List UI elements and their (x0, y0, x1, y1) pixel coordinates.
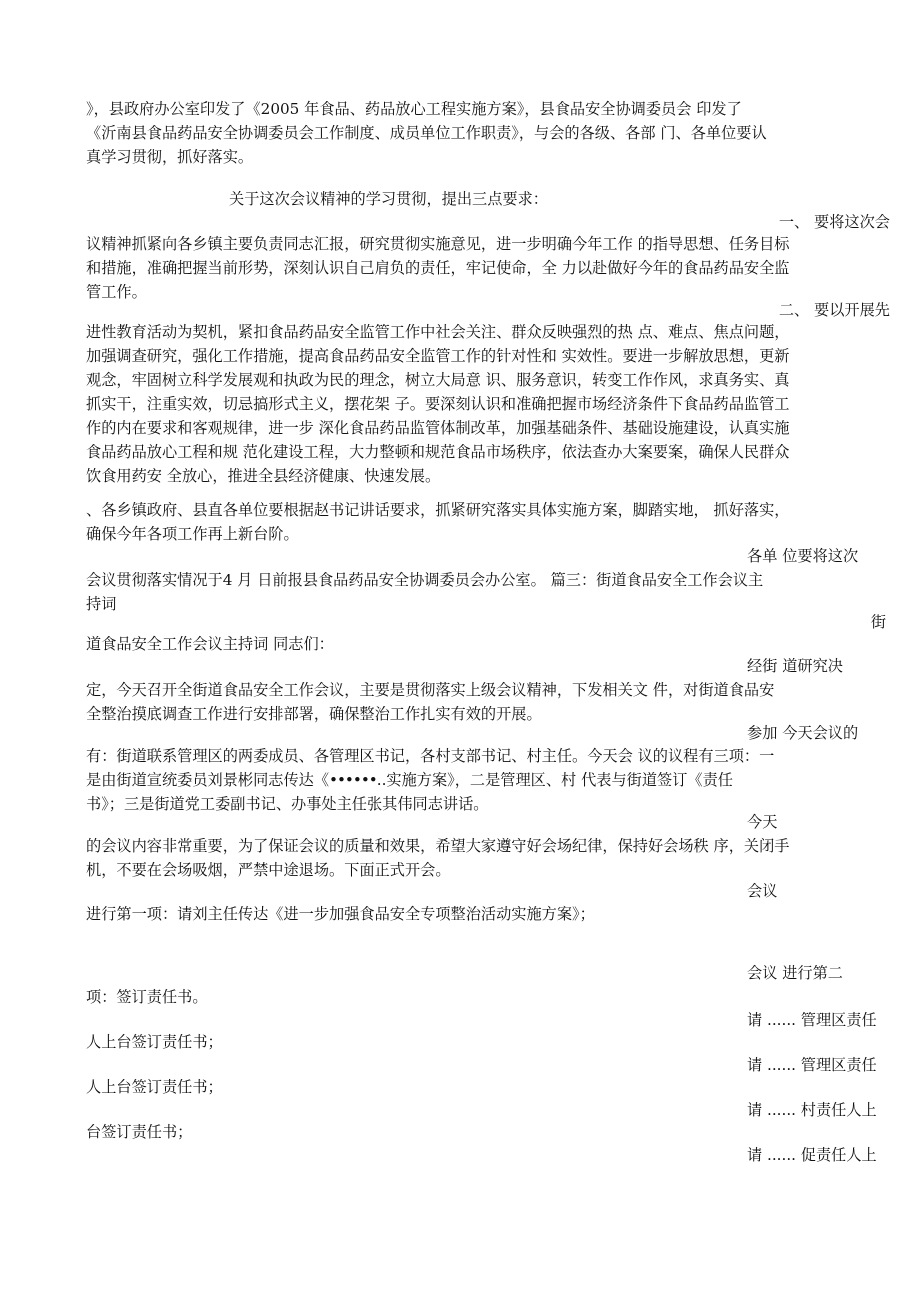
text-line: 进性教育活动为契机，紧扣食品药品安全监管工作中社会关注、群众反映强烈的热 点、难点、焦点问题， (86, 323, 790, 341)
paragraph-lead: 今天 (747, 813, 778, 831)
section-intro: 关于这次会议精神的学习贯彻，提出三点要求： (229, 190, 548, 208)
text-line: 《沂南县食品药品安全协调委员会工作制度、成员单位工作职责》，与会的各级、各部 门、各单位要认 (86, 124, 767, 142)
text-line: 食品药品放心工程和规 范化建设工程，大力整顿和规范食品市场秩序，依法查办大案要案，确保人民群众 (86, 443, 790, 461)
text-line: 确保今年各项工作再上新台阶。 (86, 525, 299, 543)
part3-title-lead: 街 (870, 613, 886, 631)
text-line: 道食品安全工作会议主持词 同志们： (86, 635, 334, 653)
paragraph-lead: 经街 道研究决 (747, 657, 843, 675)
text-line: 议精神抓紧向各乡镇主要负责同志汇报，研究贯彻实施意见，进一步明确今年工作 的指导思想、任务目标 (86, 235, 790, 253)
ellipsis-dots: •••••• (329, 771, 377, 789)
requirement-2-lead: 二、 要以开展先 (778, 301, 890, 319)
text-line: 全整治摸底调查工作进行安排部署，确保整治工作扎实有效的开展。 (86, 705, 542, 723)
text-line: 会议贯彻落实情况于4 月 日前报县食品药品安全协调委员会办公室。 篇三：街道食品安全工作会议主 (86, 571, 764, 589)
text-line: 人上台签订责任书； (86, 1033, 223, 1051)
text-line: 饮食用药安 全放心，推进全县经济健康、快速发展。 (86, 467, 441, 485)
text-line: 加强调查研究，强化工作措施，提高食品药品安全监管工作的针对性和 实效性。要进一步解放思想，更新 (86, 347, 790, 365)
agenda-item-lead: 会议 进行第二 (747, 964, 843, 982)
text-line: 作的内在要求和客观规律，进一步 深化食品药品监管体制改革，加强基础条件、基础设施建设，认真实施 (86, 419, 790, 437)
text-line: 进行第一项：请刘主任传达《进一步加强食品安全专项整治活动实施方案》； (86, 905, 595, 923)
text-line: 抓实干，注重实效，切忌搞形式主义，摆花架 子。要深刻认识和准确把握市场经济条件下食品药品监管工 (86, 395, 790, 413)
signing-lead: 请 ...... 管理区责任 (747, 1011, 877, 1029)
text-line: 、各乡镇政府、县直各单位要根据赵书记讲话要求，抓紧研究落实具体实施方案，脚踏实地， 抓好落实， (86, 501, 790, 519)
text-line: 观念，牢固树立科学发展观和执政为民的理念，树立大局意 识、服务意识，转变工作作风，求真务实、真 (86, 371, 790, 389)
text-line: 人上台签订责任书； (86, 1078, 223, 1096)
text-line: 有：街道联系管理区的两委成员、各管理区书记，各村支部书记、村主任。今天会 议的议程有三项：一 (86, 747, 775, 765)
text-line: 定，今天召开全街道食品安全工作会议，主要是贯彻落实上级会议精神，下发相关文 件，对街道食品安 (86, 681, 775, 699)
text-segment: ..实施方案》，二是管理区、村 代表与街道签订《责任 (376, 771, 733, 789)
signing-lead: 请 ...... 管理区责任 (747, 1056, 877, 1074)
agenda-item-lead: 会议 (747, 882, 778, 900)
paragraph-lead: 参加 今天会议的 (747, 724, 859, 742)
text-line: 真学习贯彻，抓好落实。 (86, 148, 254, 166)
text-line: 书》；三是街道党工委副书记、办事处主任张其伟同志讲话。 (86, 795, 489, 813)
text-line: 的会议内容非常重要，为了保证会议的质量和效果，希望大家遵守好会场纪律，保持好会场秩 序，关闭手 (86, 837, 790, 855)
text-line: 》，县政府办公室印发了《2005 年食品、药品放心工程实施方案》，县食品安全协调委员会 印发了 (86, 100, 742, 118)
text-line: 和措施，准确把握当前形势，深刻认识自己肩负的责任，牢记使命，全 力以赴做好今年的食品药品安全监 (86, 259, 790, 277)
text-line: 管工作。 (86, 283, 147, 301)
requirement-1-lead: 一、 要将这次会 (778, 213, 890, 231)
text-line: 台签订责任书； (86, 1123, 193, 1141)
text-line: 项：签订责任书。 (86, 988, 208, 1006)
signing-lead: 请 ...... 促责任人上 (747, 1146, 877, 1164)
signing-lead: 请 ...... 村责任人上 (747, 1101, 877, 1119)
text-line: 机，不要在会场吸烟，严禁中途退场。下面正式开会。 (86, 861, 451, 879)
text-line: 持词 (86, 595, 117, 613)
text-segment: 是由街道宣统委员刘景彬同志传达《 (86, 771, 329, 789)
requirement-4-lead: 各单 位要将这次 (747, 547, 859, 565)
text-line (86, 769, 733, 791)
